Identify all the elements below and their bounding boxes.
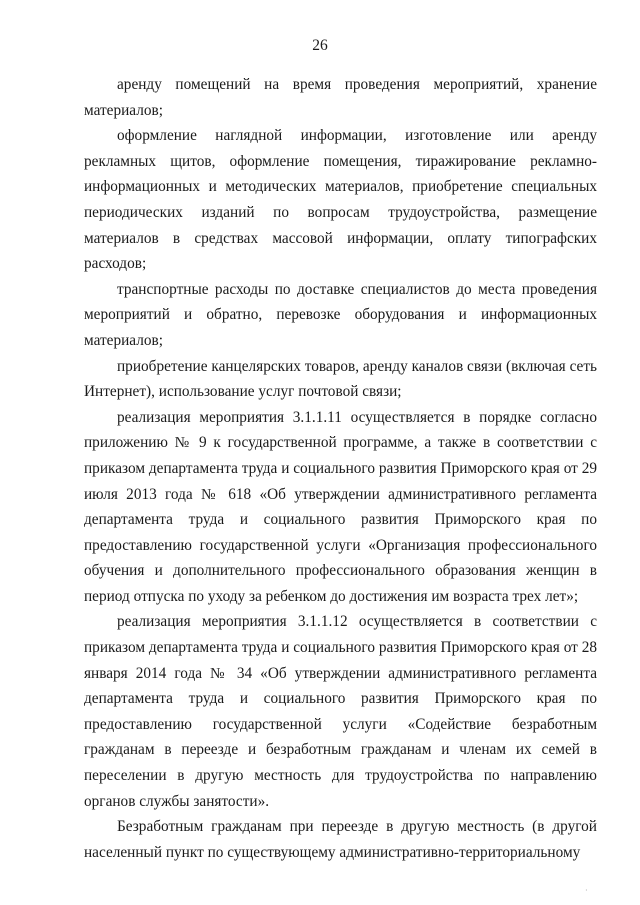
paragraph-rent-premises: аренду помещений на время проведения мероприятий, хранение материалов;	[84, 76, 597, 119]
paragraph-measure-3-1-1-11: реализация мероприятия 3.1.1.11 осуществляется в порядке согласно приложению № 9 к государственной программе, а также в соответствии с приказом департамента труда и социального развития Приморского края от 29 июля 2013 года № 618 «Об утверждении административного регламента департамента труда и социального развития Приморского края по предоставлению государственной услуги «Организация профессионального обучения и дополнительного профессионального образования женщин в период отпуска по уходу за ребенком до достижения им возраста трех лет»;	[84, 408, 597, 605]
paragraph-transport-costs: транспортные расходы по доставке специалистов до места проведения мероприятий и обратно, перевозке оборудования и информационных материалов;	[84, 280, 597, 349]
paragraph-unemployed-relocation: Безработным гражданам при переезде в другую местность (в другой населенный пункт по существующему административно-территориальному	[84, 818, 597, 861]
page-number: 26	[312, 37, 328, 54]
paragraph-office-supplies: приобретение канцелярских товаров, аренду каналов связи (включая сеть Интернет), использование услуг почтовой связи;	[84, 357, 597, 401]
scan-dot-mark: ·	[585, 886, 588, 895]
document-body	[84, 72, 597, 865]
paragraph-visual-information: оформление наглядной информации, изготовление или аренду рекламных щитов, оформление помещения, тиражирование рекламно-информационных и методических материалов, приобретение специальных периодических изданий по вопросам трудоустройства, размещение материалов в средствах массовой информации, оплату типографских расходов;	[84, 127, 597, 273]
paragraph-measure-3-1-1-12: реализация мероприятия 3.1.1.12 осуществляется в соответствии с приказом департамента труда и социального развития Приморского края от 28 января 2014 года № 34 «Об утверждении административного регламента департамента труда и социального развития Приморского края по предоставлению государственной услуги «Содействие безработным гражданам в переезде и безработным гражданам и членам их семей в переселении в другую местность для трудоустройства по направлению органов службы занятости».	[84, 613, 597, 810]
